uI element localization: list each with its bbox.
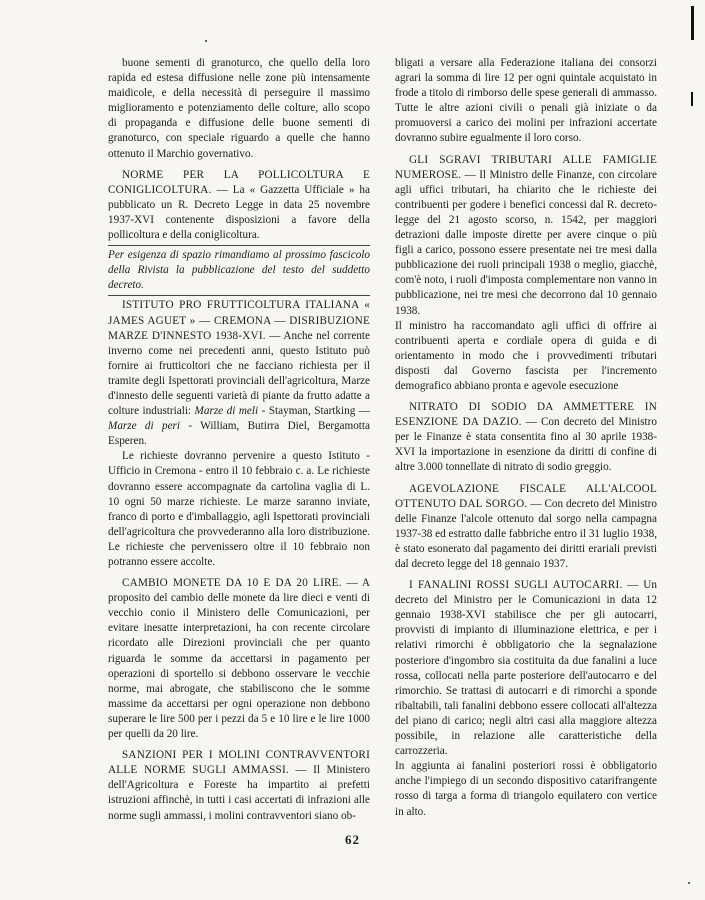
section-text: - William, Butirra Diel, Bergamotta Esperen. (108, 420, 370, 448)
page-number: 62 (345, 832, 360, 847)
separator-rule (108, 295, 370, 296)
paragraph-richieste: Le richieste dovranno pervenire a questo Istituto - Ufficio in Cremona - entro il 10 febbraio c. a. Le richieste dovranno essere accompagnate da cartolina vaglia di L. 10 ogni 50 marze richieste. Le marze saranno inviate, franco di porto e d'imballaggio, agli Ispettorati provinciali dell'agricoltura che provvederanno alla loro distribuzione. Le richieste che pervenissero oltre il 10 febbraio non potranno essere accolte. (108, 450, 370, 568)
paragraph-frutticoltura (108, 298, 370, 449)
paragraph-pollicoltura (108, 168, 370, 243)
paragraph-ministro-uffici: Il ministro ha raccomandato agli uffici di offrire ai contribuenti aperta e cordiale opera di guida e di orientamento in modo che i provvedimenti tributari disposti dal Governo fascista per l'incremento demografico abbiano pronta e agevole esecuzione (395, 319, 657, 392)
section-heading: CAMBIO MONETE DA 10 E DA 20 LIRE. (122, 577, 342, 590)
left-column (108, 56, 370, 824)
section-text: — A proposito del cambio delle monete da lire dieci e venti di vecchio conio il Ministero delle Comunicazioni, per evitare inesatte interpretazioni, ha con recente circolare ricordato alle Direzioni provinciali che per quanto riguarda le somme da accettarsi in pagamento per operazioni di sportello si debbono osservare le vecchie norme, mai abrogate, che stabiliscono che le somme massime da accettarsi per ogni operazione non debbono superare le lire 500 per i pezzi da 5 e 10 lire e le lire 1000 per quelli da 20 lire. (108, 577, 371, 741)
paragraph-catarifrangente: In aggiunta ai fanalini posteriori rossi è obbligatorio anche l'impiego di un secondo dispositivo catarifrangente rosso di targa a forma di triangolo equilatero con vertice in alto. (395, 760, 657, 818)
scan-speck (205, 40, 207, 42)
scan-speck (688, 882, 690, 884)
separator-rule (108, 245, 370, 246)
editorial-note: Per esigenza di spazio rimandiamo al prossimo fascicolo della Rivista la pubblicazione del testo del suddetto decreto. (108, 249, 370, 292)
section-text: — Anche nel corrente inverno come nei precedenti anni, questo Istituto può fornire ai frutticoltori che ne facciano richiesta per il tramite degli Ispettorati provinciali dell'agricoltura, Marze d'innesto delle seguenti varietà di piante da frutto adatte a colture industriali: (108, 329, 370, 418)
section-heading: ISTITUTO PRO FRUTTICOLTURA ITALIANA « JAMES AGUET » — CREMONA — DISRIBUZIONE MARZE D'INNESTO 1938-XVI. (108, 299, 370, 342)
section-heading: SANZIONI PER I MOLINI CONTRAVVENTORI ALLE NORME SUGLI AMMASSI. (108, 749, 370, 777)
paragraph-sgravi-tributari (395, 153, 657, 319)
scan-edge-mark (691, 6, 694, 40)
section-text: — Con decreto del Ministro delle Finanze l'alcole ottenuto dal sorgo nella campagna 1937-38 ed estratto dalle fabbriche entro il 31 luglio 1938, è stato esonerato dal pagamento dei diritti erariali previsti dal decreto legge del 18 gennaio 1937. (395, 497, 657, 570)
scan-edge-mark (691, 92, 693, 106)
section-text: - Stayman, Startking — (258, 405, 370, 418)
section-text: — La « Gazzetta Ufficiale » ha pubblicato un R. Decreto Legge in data 25 novembre 1937-XVI contenente disposizioni a favore della pollicoltura e della coniglicoltura. (108, 183, 370, 242)
section-text: — Con decreto del Ministro per le Finanze è stata consentita fino al 30 aprile 1938-XVI la importazione in esenzione da diritti di confine di altre 3.000 tonnellate di nitrato di sodio greggio. (395, 416, 657, 474)
paragraph-granoturco: buone sementi di granoturco, che quello della loro rapida ed estesa diffusione nelle zone più intensamente maidicole, e della necessità di perseguire il massimo miglioramento e potenziamento delle colture, allo scopo di propaganda e diffusione delle buone sementi di granoturco, con speciale riguardo a quelle che hanno ottenuto il Marchio governativo. (108, 57, 370, 160)
section-heading: AGEVOLAZIONE FISCALE ALL'ALCOOL OTTENUTO DAL SORGO. (395, 482, 657, 510)
paragraph-alcool-sorgo (395, 482, 657, 573)
paragraph-cambio-monete (108, 576, 370, 742)
paragraph-molini-continued: bligati a versare alla Federazione italiana dei consorzi agrari la somma di lire 12 per ogni quintale acquistato in frode a titolo di rimborso delle spese generali di ammasso. Tutte le altre azioni civili o penali già iniziate o da promuoversi a carico dei molini per infrazioni accertate dovranno subire egualmente il loro corso. (395, 57, 657, 145)
paragraph-sanzioni-molini (108, 748, 370, 823)
section-heading: NORME PER LA POLLICOLTURA E CONIGLICOLTURA. (108, 168, 370, 196)
section-heading: GLI SGRAVI TRIBUTARI ALLE FAMIGLIE NUMEROSE. (395, 153, 657, 181)
section-text: — Il Ministero dell'Agricoltura e Foreste ha impartito ai prefetti istruzioni affinchè, in tutti i casi accertati di infrazioni alle norme sugli ammassi, i molini contravventori siano ob- (108, 764, 371, 822)
section-text: — Un decreto del Ministro per le Comunicazioni in data 12 gennaio 1938-XVI stabilisce che per gli autocarri, provvisti di impianto di illuminazione elettrica, e per i relativi rimorchi è obbligatorio che la segnalazione posteriore d'ingombro sia costituita da due fanalini a luce rossa, collocati nella parte posteriore dell'autocarro e del rimorchio. Se trattasi di autocarri e di rimorchi a sponde ribaltabili, tali fanalini debbono essere collocati all'altezza del piano di carico; negli altri casi alla maggiore altezza possibile, in relazione alle caratteristiche della carrozzeria. (395, 579, 657, 758)
section-heading: NITRATO DI SODIO DA AMMETTERE IN ESENZIONE DA DAZIO. (395, 401, 657, 429)
italic-term: Marze di meli (194, 405, 259, 418)
paragraph-nitrato-sodio (395, 400, 657, 475)
section-text: — Il Ministro delle Finanze, con circolare agli uffici tributari, ha chiarito che le richieste dei contribuenti per godere i benefici concessi dal R. decreto-legge del 21 agosto scorso, n. 1542, per maggiori detrazioni dalle imposte dirette per avere cinque o più figli a carico, possono essere presentate nei tre mesi dalla pubblicazione dei ruoli principali 1938 o meglio, giacchè, com'è noto, i ruoli d'imposta complementare non vanno in pubblicazione, nei tre mesi che decorrono dal 10 gennaio 1938. (395, 168, 657, 317)
right-column (395, 56, 657, 820)
paragraph-fanalini-rossi (395, 578, 657, 759)
section-heading: I FANALINI ROSSI SUGLI AUTOCARRI. (409, 579, 623, 592)
italic-term: Marze di peri (108, 420, 180, 433)
